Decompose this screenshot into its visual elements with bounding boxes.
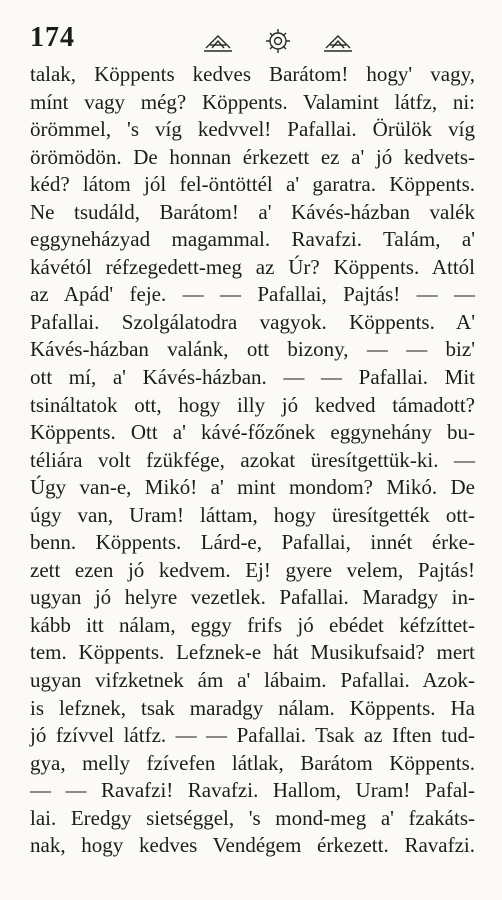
text-line: is lefznek, tsak maradgy nálam. Köppents. Ha [30,695,475,720]
text-line: Ne tsudáld, Barátom! a' Kávés-házban valék [30,199,475,224]
text-line: az Apád' feje. — — Pafallai, Pajtás! — — [30,282,475,307]
text-line: ugyan vifzketnek ám a' lábaim. Pafallai. Azok- [30,668,475,693]
text-line: eggyneházyad magammal. Ravafzi. Talám, a' [30,227,475,252]
text-line: tsináltatok ott, hogy illy jó kedved támadott? [30,392,475,417]
text-line: Kávés-házban valánk, ott bizony, — — biz' [30,337,475,362]
text-line: nak, hogy kedves Vendégem érkezett. Ravafzi. [30,833,475,858]
body-text [30,61,475,860]
text-line: — — Ravafzi! Ravafzi. Hallom, Uram! Pafal- [30,778,475,803]
text-line: ott mí, a' Kávés-házban. — — Pafallai. Mit [30,365,475,390]
text-line: ugyan jó helyre vezetlek. Pafallai. Maradgy in- [30,585,475,610]
text-line: mínt vagy még? Köppents. Valamint látfz, ni: [30,89,475,114]
left-fleuron-icon [204,36,232,51]
text-line: úgy van, Uram! láttam, hogy üresítgették ott- [30,502,475,527]
text-line: téliára volt fzükfége, azokat üresítgettük-ki. — [30,447,475,472]
text-line: jó fzívvel látfz. — — Pafallai. Tsak az Iften tud- [30,723,475,748]
text-line: kább itt nálam, eggy frifs jó ebédet kéfzíttet- [30,612,475,637]
center-medallion-icon [266,29,290,53]
page-header [30,22,470,58]
text-line: benn. Köppents. Lárd-e, Pafallai, innét érke- [30,530,475,555]
text-line: örömmel, 's víg kedvvel! Pafallai. Örülök víg [30,117,475,142]
text-line: Pafallai. Szolgálatodra vagyok. Köppents. A' [30,309,475,334]
text-line: Köppents. Ott a' kávé-főzőnek eggynehány bu- [30,420,475,445]
page-number: 174 [30,22,75,53]
text-line: Úgy van-e, Mikó! a' mint mondom? Mikó. De [30,475,475,500]
text-line: örömödön. De honnan érkezett ez a' jó kedvets- [30,144,475,169]
text-line: talak, Köppents kedves Barátom! hogy' vagy, [30,62,475,86]
text-line: zett ezen jó kedvem. Ej! gyere velem, Pajtás! [30,557,475,582]
text-line: lai. Eredgy sietséggel, 's mond-meg a' fzakáts- [30,805,475,830]
header-ornament-icon [198,28,358,56]
text-line: kéd? látom jól fel-öntöttél a' garatra. Köppents. [30,172,475,197]
text-line: kávétól réfzegedett-meg az Úr? Köppents. Attól [30,254,475,279]
text-line: gya, melly fzívefen látlak, Barátom Köppents. [30,750,475,775]
right-fleuron-icon [324,36,352,51]
text-line: tem. Köppents. Lefznek-e hát Musikufsaid? mert [30,640,475,665]
